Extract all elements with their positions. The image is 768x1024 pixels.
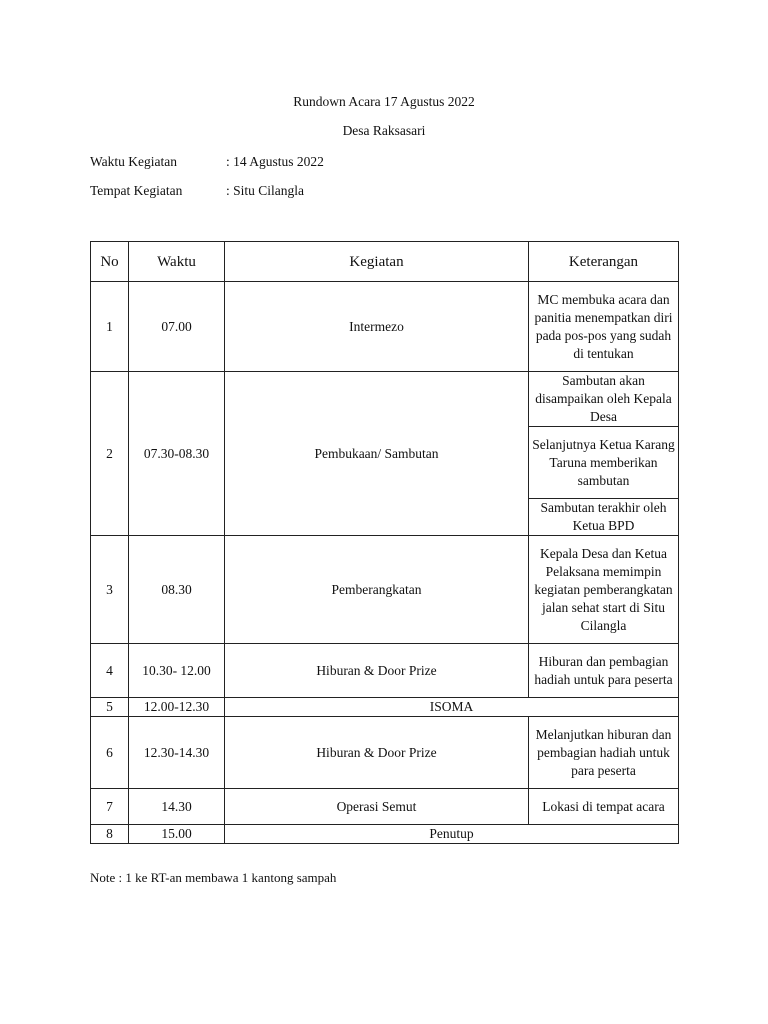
table-row xyxy=(91,372,679,427)
info-tempat-label: Tempat Kegiatan xyxy=(90,183,183,198)
cell-no: 4 xyxy=(91,644,129,698)
rundown-table xyxy=(90,241,679,844)
table-row xyxy=(91,536,679,644)
cell-waktu: 10.30- 12.00 xyxy=(129,644,225,698)
table-row xyxy=(91,644,679,698)
cell-kegiatan: Hiburan & Door Prize xyxy=(225,644,529,698)
header-kegiatan: Kegiatan xyxy=(225,242,529,282)
cell-keterangan: MC membuka acara dan panitia menempatkan diri pada pos-pos yang sudah di tentukan xyxy=(529,282,679,372)
cell-no: 5 xyxy=(91,698,129,717)
cell-kegiatan: Penutup xyxy=(225,825,679,844)
table-row xyxy=(91,282,679,372)
document-title: Rundown Acara 17 Agustus 2022 xyxy=(293,94,475,109)
cell-no: 1 xyxy=(91,282,129,372)
table-row xyxy=(91,698,679,717)
cell-no: 2 xyxy=(91,372,129,536)
cell-no: 6 xyxy=(91,717,129,789)
cell-waktu: 07.30-08.30 xyxy=(129,372,225,536)
cell-no: 8 xyxy=(91,825,129,844)
cell-kegiatan: Pembukaan/ Sambutan xyxy=(225,372,529,536)
cell-kegiatan: Pemberangkatan xyxy=(225,536,529,644)
cell-keterangan: Hiburan dan pembagian hadiah untuk para peserta xyxy=(529,644,679,698)
info-tempat-value: : Situ Cilangla xyxy=(226,183,305,198)
cell-waktu: 08.30 xyxy=(129,536,225,644)
cell-no: 7 xyxy=(91,789,129,825)
info-waktu-row xyxy=(90,152,324,172)
info-waktu-value: : 14 Agustus 2022 xyxy=(226,154,324,169)
cell-keterangan: Sambutan akan disampaikan oleh Kepala Desa xyxy=(529,372,679,427)
footer-note: Note : 1 ke RT-an membawa 1 kantong sampah xyxy=(90,870,337,885)
cell-kegiatan: Operasi Semut xyxy=(225,789,529,825)
cell-keterangan: Selanjutnya Ketua Karang Taruna memberikan sambutan xyxy=(529,427,679,499)
info-waktu-label: Waktu Kegiatan xyxy=(90,154,178,169)
info-tempat-row xyxy=(90,181,304,201)
cell-kegiatan: ISOMA xyxy=(225,698,679,717)
cell-waktu: 14.30 xyxy=(129,789,225,825)
cell-keterangan: Lokasi di tempat acara xyxy=(529,789,679,825)
cell-no: 3 xyxy=(91,536,129,644)
cell-keterangan: Sambutan terakhir oleh Ketua BPD xyxy=(529,499,679,536)
table-header-row xyxy=(91,242,679,282)
table-row xyxy=(91,825,679,844)
cell-waktu: 12.00-12.30 xyxy=(129,698,225,717)
cell-waktu: 15.00 xyxy=(129,825,225,844)
cell-waktu: 07.00 xyxy=(129,282,225,372)
header-keterangan: Keterangan xyxy=(529,242,679,282)
table-row xyxy=(91,789,679,825)
header-no: No xyxy=(91,242,129,282)
header-waktu: Waktu xyxy=(129,242,225,282)
cell-keterangan: Melanjutkan hiburan dan pembagian hadiah untuk para peserta xyxy=(529,717,679,789)
cell-waktu: 12.30-14.30 xyxy=(129,717,225,789)
cell-keterangan: Kepala Desa dan Ketua Pelaksana memimpin kegiatan pemberangkatan jalan sehat start di Situ Cilangla xyxy=(529,536,679,644)
document-subtitle: Desa Raksasari xyxy=(342,123,426,138)
table-row xyxy=(91,717,679,789)
cell-kegiatan: Hiburan & Door Prize xyxy=(225,717,529,789)
cell-kegiatan: Intermezo xyxy=(225,282,529,372)
